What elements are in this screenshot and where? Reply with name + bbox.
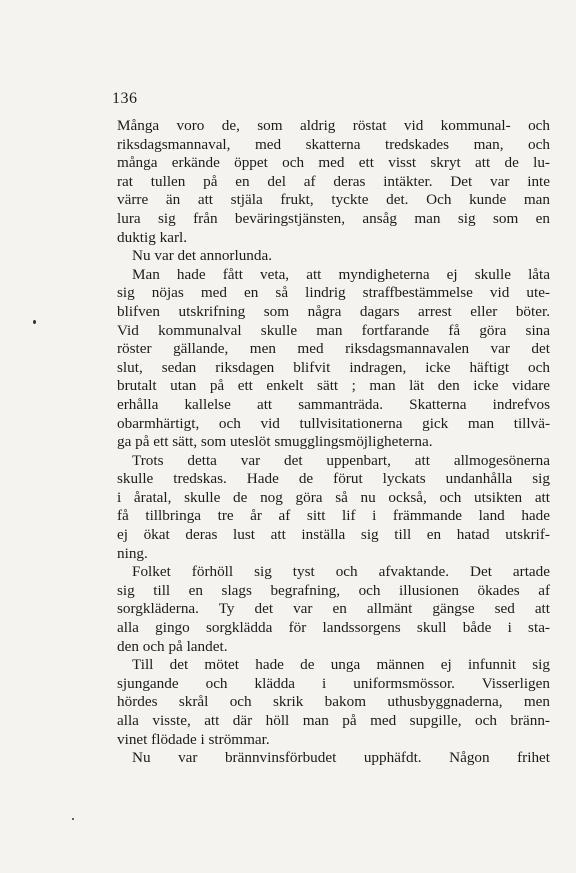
text-line: alla visste, att där höll man på med supgille, och bränn- <box>117 712 550 729</box>
text-line: Folket förhöll sig tyst och afvaktande. Det artade <box>132 563 550 581</box>
text-line: många erkände öppet och med ett visst skryt att de lu- <box>117 154 550 172</box>
text-line: ej ökat deras lust att inställa sig till en hatad utskrif- <box>117 526 550 544</box>
text-line: riksdagsmannaval, med skatterna tredskades man, och <box>117 135 550 153</box>
text-line: Vid kommunalval skulle man fortfarande få göra sina <box>117 321 550 339</box>
text-line: sig till en slags begrafning, och illusionen ökades af <box>117 581 550 599</box>
text-line: brutalt utan på ett enkelt sätt ; man lät den icke vidare <box>117 377 550 395</box>
text-line: röster gällande, men med riksdagsmannavalen var det <box>117 340 550 358</box>
text-line: lura sig från beväringstjänsten, ansåg man sig som en <box>117 209 550 227</box>
print-speck-left <box>33 320 36 324</box>
text-line: Nu var brännvinsförbudet upphäfdt. Någon frihet <box>132 749 550 767</box>
text-line: Trots detta var det uppenbart, att allmogesönerna <box>132 451 550 469</box>
text-line: i åratal, skulle de nog göra så nu också, och utsikten att <box>117 488 550 506</box>
text-line: den och på landet. <box>117 637 228 655</box>
text-line: rat tullen på en del af deras intäkter. Det var inte <box>117 172 550 190</box>
print-speck-bottom <box>72 818 74 820</box>
text-line: värre än att stjäla frukt, tyckte det. Och kunde man <box>117 191 550 209</box>
text-line: duktig karl. <box>117 228 188 246</box>
body-text <box>117 117 550 768</box>
page-number: 136 <box>112 90 138 107</box>
text-line: ga på ett sätt, som uteslöt smugglingsmöjligheterna. <box>117 433 433 451</box>
text-line: Nu var det annorlunda. <box>132 247 273 265</box>
text-line: hördes skrål och skrik bakom uthusbyggnaderna, men <box>117 693 550 711</box>
text-line: skulle tredskas. Hade de förut lyckats undanhålla sig <box>117 470 550 488</box>
text-line: sjungande och klädda i uniformsmössor. Visserligen <box>117 674 550 692</box>
text-line: Man hade fått veta, att myndigheterna ej skulle låta <box>132 265 550 283</box>
text-line: blifven utskrifning som några dagars arrest eller böter. <box>117 302 550 320</box>
text-line: Många voro de, som aldrig röstat vid kommunal- och <box>117 117 550 134</box>
text-line: vinet flödade i strömmar. <box>117 730 270 748</box>
text-line: alla gingo sorgklädda för landssorgens skull både i sta- <box>117 619 550 637</box>
text-line: Till det mötet hade de unga männen ej infunnit sig <box>132 656 550 674</box>
text-line: få tillbringa tre år af sitt lif i främmande land hade <box>117 507 550 525</box>
text-line: obarmhärtigt, och vid tullvisitationerna gick man tillvä- <box>117 414 550 432</box>
text-line: erhålla kallelse att sammanträda. Skatterna indrefvos <box>117 395 550 413</box>
text-line: sig nöjas med en så lindrig straffbestämmelse vid ute- <box>117 284 550 302</box>
text-line: ning. <box>117 544 148 562</box>
text-line: sorgkläderna. Ty det var en allmänt gängse sed att <box>117 600 550 618</box>
text-line: slut, sedan riksdagen blifvit indragen, icke häftigt och <box>117 358 550 376</box>
